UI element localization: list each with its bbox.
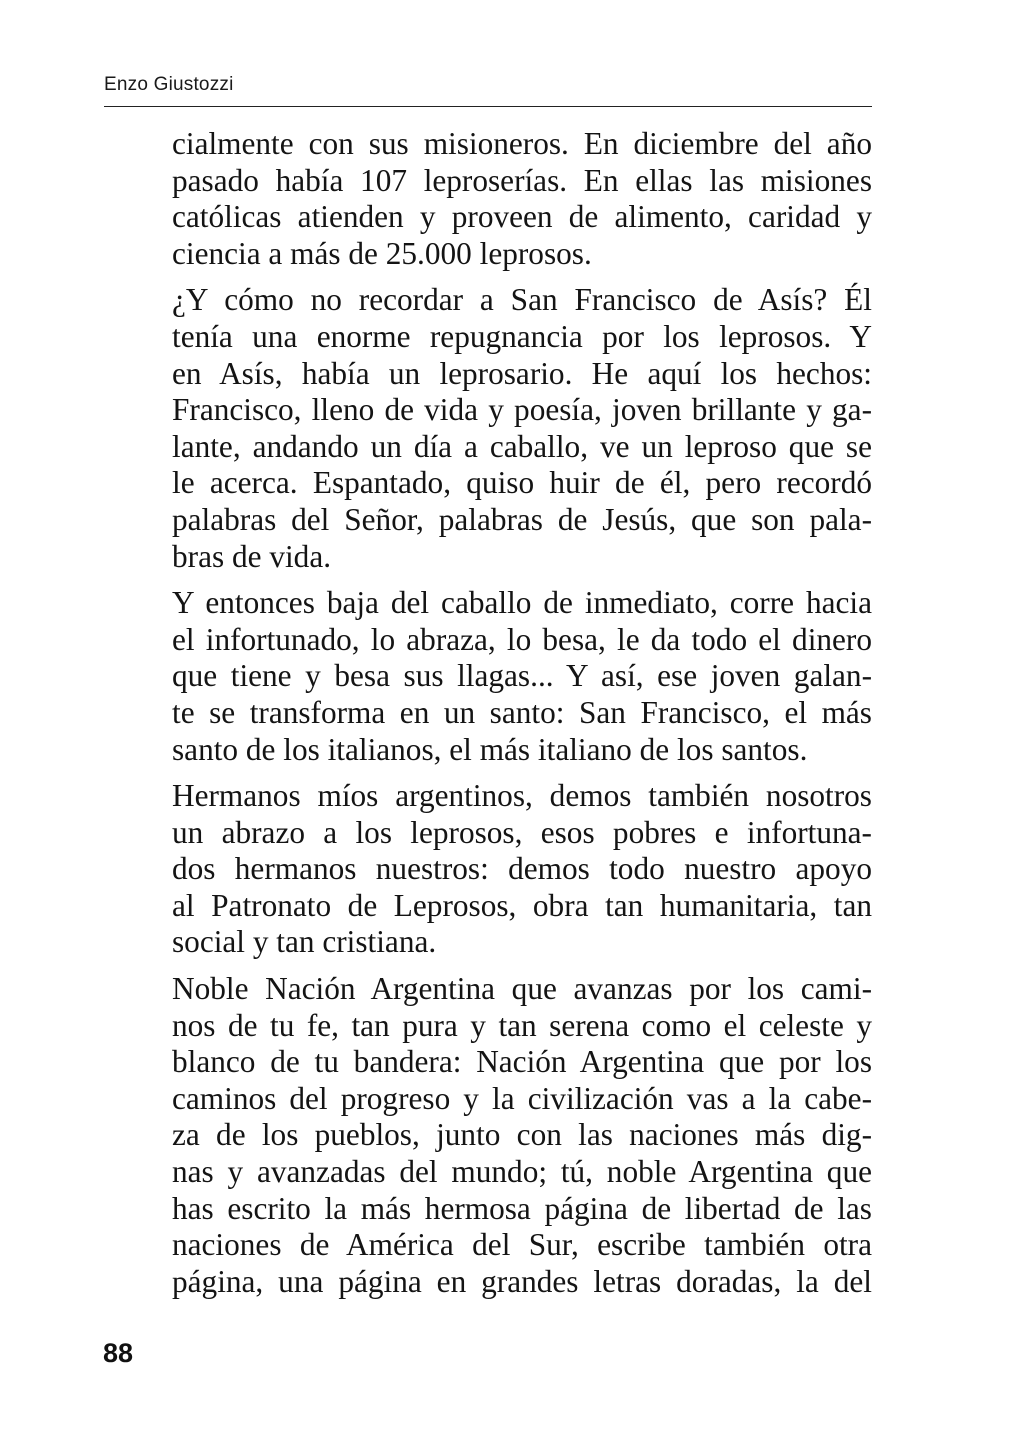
text-line: caminos del progreso y la civilización vas a la cabe-	[172, 1080, 872, 1116]
text-line: Y entonces baja del caballo de inmediato, corre hacia	[172, 585, 872, 621]
text-line: Hermanos míos argentinos, demos también nosotros	[172, 778, 872, 814]
text-line: Francisco, lleno de vida y poesía, joven brillante y ga-	[172, 392, 872, 428]
text-line: en Asís, había un leprosario. He aquí los hechos:	[172, 355, 872, 391]
text-line: tenía una enorme repugnancia por los leprosos. Y	[172, 318, 872, 354]
text-line: Noble Nación Argentina que avanzas por los cami-	[172, 971, 872, 1007]
text-line: has escrito la más hermosa página de libertad de las	[172, 1190, 872, 1226]
text-line: palabras del Señor, palabras de Jesús, que son pala-	[172, 501, 872, 537]
text-line: social y tan cristiana.	[172, 924, 437, 960]
paragraph	[172, 282, 872, 575]
paragraph	[172, 971, 872, 1300]
page-number: 88	[103, 1338, 134, 1368]
text-line: le acerca. Espantado, quiso huir de él, pero recordó	[172, 465, 872, 501]
header-divider	[104, 106, 872, 107]
text-line: al Patronato de Leprosos, obra tan humanitaria, tan	[172, 887, 872, 923]
text-line: naciones de América del Sur, escribe también otra	[172, 1227, 872, 1263]
page-body	[172, 126, 872, 1310]
text-line: que tiene y besa sus llagas... Y así, ese joven galan-	[172, 658, 872, 694]
text-line: nos de tu fe, tan pura y tan serena como el celeste y	[172, 1007, 872, 1043]
running-header-author: Enzo Giustozzi	[104, 74, 234, 95]
text-line: ¿Y cómo no recordar a San Francisco de Asís? Él	[172, 282, 872, 318]
text-line: un abrazo a los leprosos, esos pobres e infortuna-	[172, 814, 872, 850]
text-line: cialmente con sus misioneros. En diciembre del año	[172, 126, 872, 161]
text-line: dos hermanos nuestros: demos todo nuestro apoyo	[172, 851, 872, 887]
text-line: ciencia a más de 25.000 leprosos.	[172, 235, 592, 271]
text-line: za de los pueblos, junto con las naciones más dig-	[172, 1117, 872, 1153]
text-line: te se transforma en un santo: San Francisco, el más	[172, 694, 872, 730]
text-line: católicas atienden y proveen de alimento, caridad y	[172, 199, 872, 235]
text-line: página, una página en grandes letras doradas, la del	[172, 1263, 872, 1299]
text-line: lante, andando un día a caballo, ve un leproso que se	[172, 428, 872, 464]
text-line: santo de los italianos, el más italiano de los santos.	[172, 731, 808, 767]
paragraph	[172, 778, 872, 961]
text-line: el infortunado, lo abraza, lo besa, le da todo el dinero	[172, 621, 872, 657]
text-line: pasado había 107 leproserías. En ellas las misiones	[172, 162, 872, 198]
text-line: bras de vida.	[172, 538, 332, 574]
text-line: blanco de tu bandera: Nación Argentina que por los	[172, 1044, 872, 1080]
paragraph	[172, 126, 872, 272]
paragraph	[172, 585, 872, 768]
text-line: nas y avanzadas del mundo; tú, noble Argentina que	[172, 1154, 872, 1190]
